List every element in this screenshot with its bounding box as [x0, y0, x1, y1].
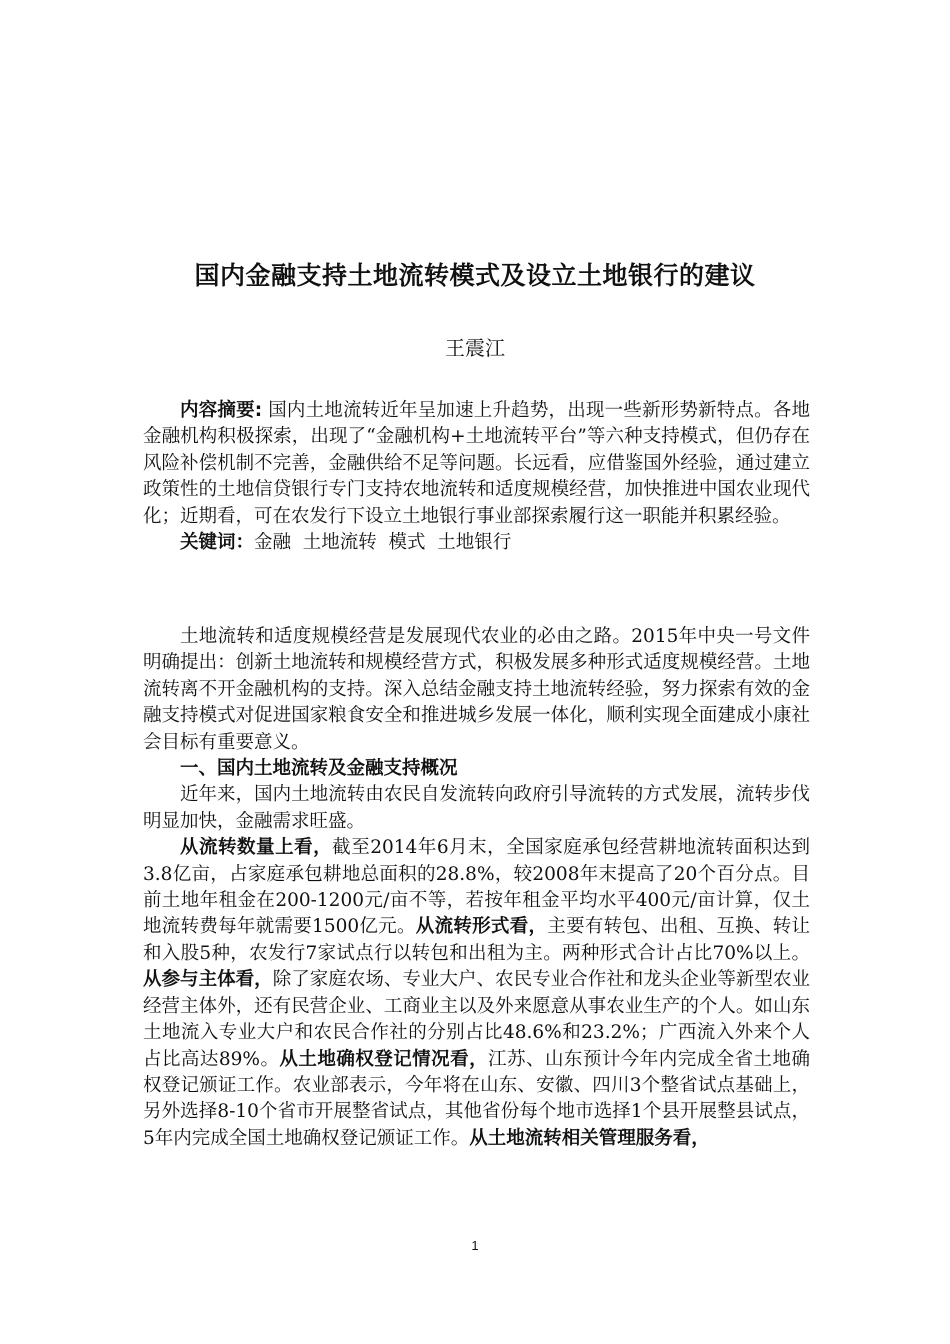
abstract-label: 内容摘要:	[180, 400, 263, 421]
text-registration: 江苏、山东预计今年内完成全省土地确权登记颁证工作。农业部表示，今年将在山东、安徽、四川3个整省试点基础上，另外选择8-10个省市开展整省试点，其他省份每个地市选择1个县开展整县试点，5年内完成全国土地确权登记颁证工作。	[143, 1048, 810, 1149]
abstract-paragraph	[143, 398, 810, 530]
section-paragraph: 近年来，国内土地流转由农民自发流转向政府引导流转的方式发展，流转步伐明显加快，金融需求旺盛。	[143, 784, 810, 832]
keywords-line	[143, 530, 810, 556]
keywords-text: 金融 土地流转 模式 土地银行	[254, 532, 512, 554]
abstract-block	[143, 398, 810, 556]
section-heading: 一、国内土地流转及金融支持概况	[180, 758, 458, 780]
lead-form: 从流转形式看，	[415, 916, 548, 938]
keywords-label: 关键词：	[180, 532, 255, 554]
abstract-text: 国内土地流转近年呈加速上升趋势，出现一些新形势新特点。各地金融机构积极探索，出现了“金融机构+土地流转平台”等六种支持模式，但仍存在风险补偿机制不完善，金融供给不足等问题。长远看，应借鉴国外经验，通过建立政策性的土地信贷银行专门支持农地流转和适度规模经营，加快推进中国农业现代化；近期看，可在农发行下设立土地银行事业部探索履行这一职能并积累经验。	[143, 400, 810, 527]
lead-quantity: 从流转数量上看，	[180, 837, 333, 859]
text-form: 主要有转包、出租、互换、转让和入股5种，农发行7家试点行以转包和出租为主。两种形式合计占比70%以上。	[143, 916, 810, 964]
detail-paragraph	[143, 835, 810, 1152]
page-number: 1	[471, 1238, 479, 1253]
lead-management: 从土地流转相关管理服务看，	[469, 1127, 710, 1149]
lead-registration: 从土地确权登记情况看，	[279, 1048, 489, 1070]
text-quantity: 截至2014年6月末，全国家庭承包经营耕地流转面积达到3.8亿亩，占家庭承包耕地总面积的28.8%，较2008年末提高了20个百分点。目前土地年租金在200-1200元/亩不等，若按年租金平均水平400元/亩计算，仅土地流转费每年就需要1500亿元。	[143, 837, 810, 938]
intro-paragraph: 土地流转和适度规模经营是发展现代农业的必由之路。2015年中央一号文件明确提出：创新土地流转和规模经营方式，积极发展多种形式适度规模经营。土地流转离不开金融机构的支持。深入总结金融支持土地流转经验，努力探索有效的金融支持模式对促进国家粮食安全和推进城乡发展一体化，顺利实现全面建成小康社会目标有重要意义。	[143, 626, 810, 753]
main-body	[143, 624, 810, 1152]
document-title: 国内金融支持土地流转模式及设立土地银行的建议	[194, 261, 756, 290]
lead-participants: 从参与主体看，	[143, 969, 273, 991]
author-name: 王震江	[445, 336, 505, 360]
text-participants: 除了家庭农场、专业大户、农民专业合作社和龙头企业等新型农业经营主体外，还有民营企业、工商业主以及外来愿意从事农业生产的个人。如山东土地流入专业大户和农民合作社的分别占比48.6%和23.2%；广西流入外来个人占比高达89%。	[143, 969, 810, 1070]
